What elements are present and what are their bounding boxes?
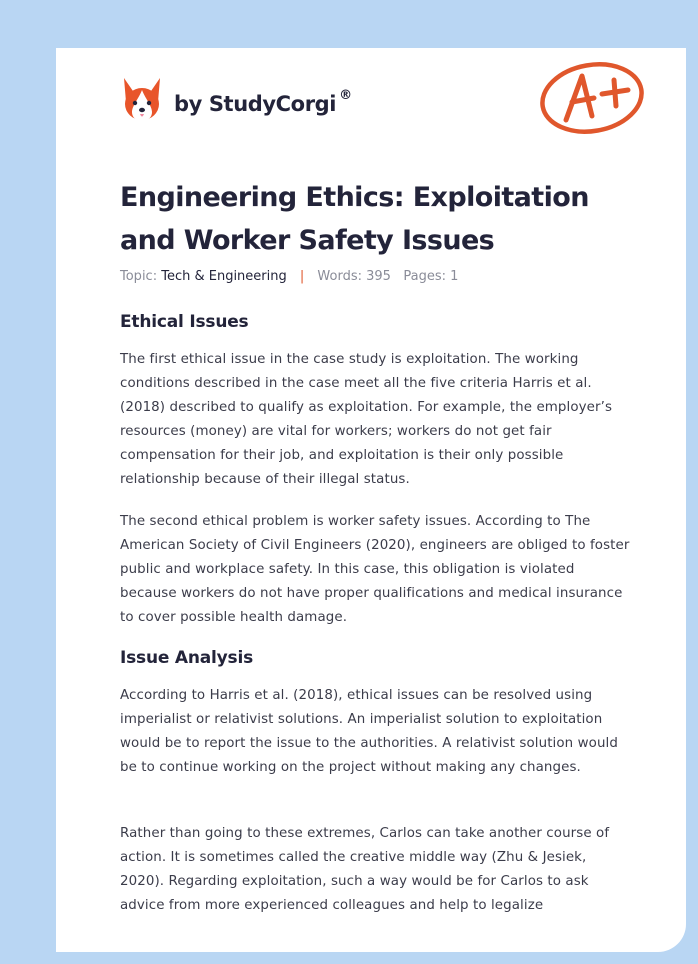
document-card [56, 48, 686, 952]
topic-label: Topic: [120, 269, 158, 284]
paragraph: Rather than going to these extremes, Carlos can take another course of action. It is sometimes called the creative middle way (Zhu & Jesiek, 2020). Regarding exploitation, such a way would be for Carlos to ask advice from more experienced colleagues and help to legalize [120, 826, 610, 913]
corgi-logo-icon [120, 76, 164, 124]
brand-logo[interactable] [120, 76, 352, 124]
grade-a-plus-icon [536, 58, 648, 138]
article-meta [120, 269, 458, 284]
topic-link[interactable]: Tech & Engineering [161, 269, 287, 284]
section-heading-issue-analysis: Issue Analysis [120, 648, 254, 668]
paragraph: The first ethical issue in the case study is exploitation. The working conditions described in the case meet all the five criteria Harris et al. (2018) described to qualify as exploitation. For example, the employer’s resources (money) are vital for workers; workers do not get fair compensation for their job, and exploitation is their only possible relationship because of their illegal status. [120, 352, 613, 487]
paragraph: According to Harris et al. (2018), ethical issues can be resolved using imperialist or relativist solutions. An imperialist solution to exploitation would be to report the issue to the authorities. A relativist solution would be to continue working on the project without making any changes. [120, 688, 618, 775]
paragraph: The second ethical problem is worker safety issues. According to The American Society of Civil Engineers (2020), engineers are obliged to foster public and workplace safety. In this case, this obligation is violated because workers do not have proper qualifications and medical insurance to cover possible health damage. [120, 514, 630, 625]
meta-separator: | [299, 269, 305, 284]
brand-name: by StudyCorgi ® [174, 88, 352, 116]
page-count: Pages: 1 [403, 269, 459, 284]
section-heading-ethical-issues: Ethical Issues [120, 312, 249, 332]
word-count: Words: 395 [317, 269, 391, 284]
page-title: Engineering Ethics: Exploitation and Worker Safety Issues [120, 182, 589, 256]
